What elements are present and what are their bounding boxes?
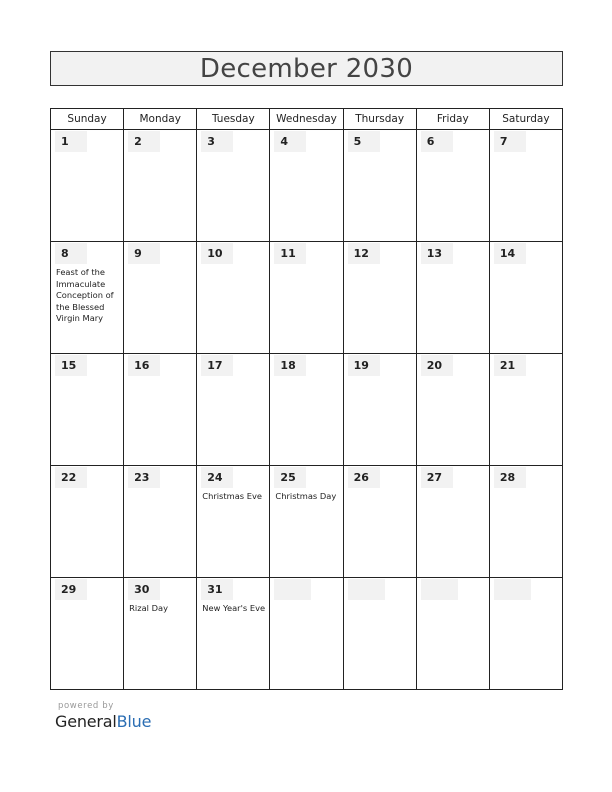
day-cell	[489, 466, 562, 578]
day-cell	[51, 466, 124, 578]
day-number: 29	[55, 579, 87, 600]
calendar-title: December 2030	[199, 53, 414, 84]
week-row	[51, 578, 563, 690]
day-number: 5	[348, 131, 380, 152]
day-cell	[197, 130, 270, 242]
day-number	[421, 579, 458, 600]
day-cell	[416, 130, 489, 242]
day-cell	[270, 242, 343, 354]
day-number: 23	[128, 467, 160, 488]
holiday-event: Christmas Eve	[202, 491, 263, 501]
day-cell	[489, 242, 562, 354]
day-number: 1	[55, 131, 87, 152]
day-number: 13	[421, 243, 453, 264]
holiday-event: Rizal Day	[129, 603, 168, 613]
weekday-header-row	[51, 109, 563, 130]
calendar-title-box	[50, 51, 563, 86]
day-cell	[343, 130, 416, 242]
day-number: 7	[494, 131, 526, 152]
day-cell	[416, 466, 489, 578]
day-cell	[51, 354, 124, 466]
day-cell	[197, 466, 270, 578]
day-cell	[343, 242, 416, 354]
day-number: 31	[201, 579, 233, 600]
day-number: 2	[128, 131, 160, 152]
weekday-wednesday: Wednesday	[270, 109, 343, 130]
weekday-tuesday: Tuesday	[197, 109, 270, 130]
generalblue-logo	[55, 712, 151, 731]
day-number: 11	[274, 243, 306, 264]
day-cell	[343, 466, 416, 578]
day-cell	[197, 242, 270, 354]
day-number: 14	[494, 243, 526, 264]
day-number: 22	[55, 467, 87, 488]
holiday-event: Feast of the Immaculate Conception of the Blessed Virgin Mary	[56, 267, 114, 323]
day-number: 26	[348, 467, 380, 488]
day-cell	[51, 130, 124, 242]
day-number: 19	[348, 355, 380, 376]
day-cell	[197, 578, 270, 690]
day-cell	[343, 354, 416, 466]
day-number: 30	[128, 579, 160, 600]
week-row	[51, 354, 563, 466]
day-cell	[270, 466, 343, 578]
weekday-thursday: Thursday	[343, 109, 416, 130]
day-cell	[416, 578, 489, 690]
day-number: 16	[128, 355, 160, 376]
holiday-event: New Year's Eve	[202, 603, 266, 613]
weekday-sunday: Sunday	[51, 109, 124, 130]
powered-by-label: powered by	[58, 701, 114, 711]
holiday-event: Christmas Day	[275, 491, 337, 501]
calendar-grid	[50, 108, 563, 690]
day-cell	[416, 242, 489, 354]
day-number: 18	[274, 355, 306, 376]
day-cell	[270, 578, 343, 690]
day-cell	[124, 578, 197, 690]
day-number: 4	[274, 131, 306, 152]
weekday-saturday: Saturday	[489, 109, 562, 130]
logo-blue-text: Blue	[116, 712, 152, 731]
week-row	[51, 242, 563, 354]
day-cell	[124, 354, 197, 466]
day-cell	[124, 466, 197, 578]
day-number: 3	[201, 131, 233, 152]
day-cell	[489, 578, 562, 690]
day-cell	[197, 354, 270, 466]
day-number: 8	[55, 243, 87, 264]
day-number: 21	[494, 355, 526, 376]
day-cell	[416, 354, 489, 466]
day-number: 25	[274, 467, 306, 488]
day-cell	[51, 578, 124, 690]
day-cell	[270, 130, 343, 242]
day-number: 12	[348, 243, 380, 264]
day-number: 20	[421, 355, 453, 376]
day-number: 24	[201, 467, 233, 488]
day-number: 27	[421, 467, 453, 488]
day-cell	[489, 354, 562, 466]
day-number: 6	[421, 131, 453, 152]
week-row	[51, 130, 563, 242]
day-cell	[124, 130, 197, 242]
weekday-friday: Friday	[416, 109, 489, 130]
day-number: 15	[55, 355, 87, 376]
weekday-monday: Monday	[124, 109, 197, 130]
day-number: 28	[494, 467, 526, 488]
day-number	[274, 579, 311, 600]
day-cell	[489, 130, 562, 242]
day-number	[494, 579, 531, 600]
logo-general-text: General	[55, 712, 117, 731]
week-row	[51, 466, 563, 578]
day-number: 9	[128, 243, 160, 264]
day-cell	[124, 242, 197, 354]
day-number	[348, 579, 385, 600]
day-number: 17	[201, 355, 233, 376]
day-cell	[270, 354, 343, 466]
day-number: 10	[201, 243, 233, 264]
day-cell	[343, 578, 416, 690]
day-cell	[51, 242, 124, 354]
